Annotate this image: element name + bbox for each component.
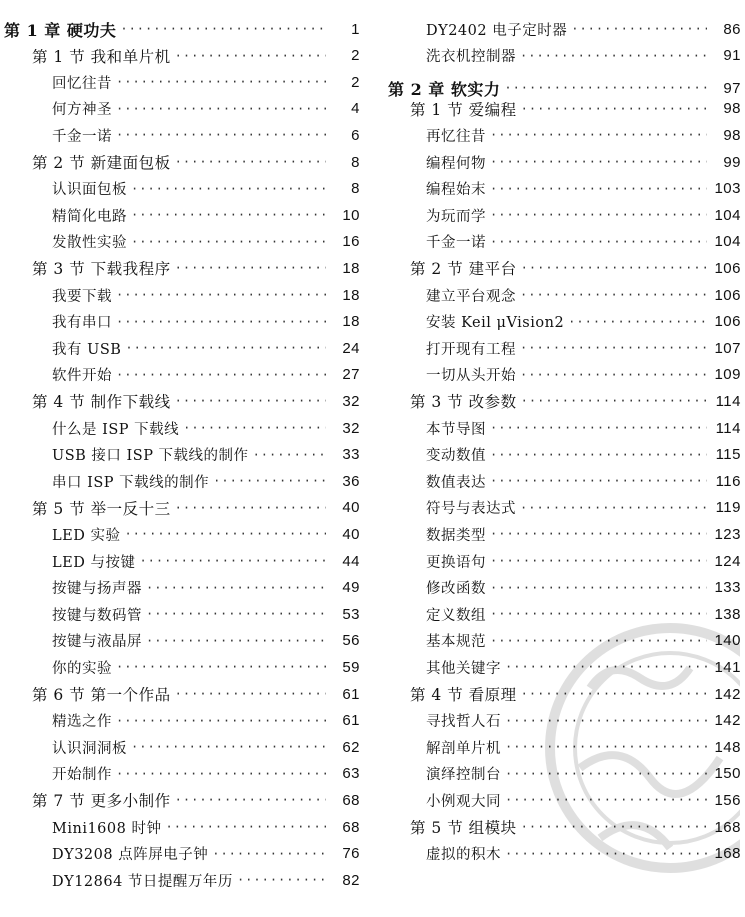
toc-page-number: 56: [342, 632, 360, 650]
toc-entry-title: 其他关键字: [426, 660, 501, 677]
toc-item-row: [52, 601, 360, 627]
toc-entry-title: 虚拟的积木: [426, 847, 501, 864]
dot-leader: [116, 128, 326, 142]
dot-leader: [116, 288, 326, 302]
toc-item-row: [52, 415, 360, 441]
toc-page-number: 18: [342, 313, 360, 331]
toc-page-number: 104: [714, 206, 741, 224]
toc-entry-title: 发散性实验: [52, 235, 127, 252]
toc-section-row: [410, 681, 741, 707]
toc-item-row: [52, 282, 360, 308]
toc-page-number: 61: [342, 685, 360, 703]
toc-entry-title: 精简化电路: [52, 208, 127, 225]
toc-item-row: [426, 442, 741, 468]
dot-leader: [521, 394, 707, 408]
toc-page-number: 44: [342, 552, 360, 570]
toc-entry-title: 我有串口: [52, 315, 112, 332]
toc-page-number: 114: [715, 419, 741, 437]
toc-item-row: [426, 229, 741, 255]
toc-entry-title: 软件开始: [52, 368, 112, 385]
toc-entry-title: 第 4 节 看原理: [410, 686, 517, 704]
toc-item-row: [52, 521, 360, 547]
dot-leader: [175, 394, 326, 408]
toc-page-number: 104: [714, 233, 741, 251]
toc-item-row: [52, 628, 360, 654]
toc-page-number: 1: [351, 20, 360, 38]
toc-item-row: [426, 468, 741, 494]
dot-leader: [505, 793, 707, 807]
dot-leader: [124, 527, 326, 541]
toc-section-row: [32, 681, 360, 707]
dot-leader: [116, 368, 326, 382]
toc-item-row: [426, 734, 741, 760]
toc-page-number: 142: [714, 712, 741, 730]
toc-item-row: [426, 495, 741, 521]
toc-entry-title: 更换语句: [426, 554, 486, 571]
toc-item-row: [426, 122, 741, 148]
toc-page-number: 6: [351, 126, 360, 144]
toc-page-number: 98: [723, 100, 741, 118]
dot-leader: [490, 235, 707, 249]
toc-page-number: 2: [351, 73, 360, 91]
toc-entry-title: 建立平台观念: [426, 288, 516, 305]
toc-entry-title: 安装 Keil μVision2: [426, 315, 565, 332]
toc-page-number: 115: [715, 446, 741, 464]
toc-page-number: 8: [351, 153, 360, 171]
toc-entry-title: 编程始末: [426, 182, 486, 199]
dot-leader: [571, 22, 707, 36]
toc-item-row: [52, 96, 360, 122]
toc-item-row: [426, 628, 741, 654]
toc-entry-title: DY3208 点阵屏电子钟: [52, 847, 209, 864]
dot-leader: [521, 102, 707, 116]
toc-item-row: [426, 43, 741, 69]
toc-item-row: [426, 575, 741, 601]
toc-entry-title: 符号与表达式: [426, 501, 516, 518]
dot-leader: [165, 820, 326, 834]
toc-entry-title: 基本规范: [426, 634, 486, 651]
toc-item-row: [52, 814, 360, 840]
toc-entry-title: LED 与按键: [52, 554, 136, 571]
toc-entry-title: 再忆往昔: [426, 128, 486, 145]
toc-page-number: 2: [351, 47, 360, 65]
toc-item-row: [426, 521, 741, 547]
dot-leader: [131, 740, 326, 754]
dot-leader: [490, 554, 707, 568]
dot-leader: [146, 634, 326, 648]
dot-leader: [505, 767, 707, 781]
toc-section-row: [410, 388, 741, 414]
toc-entry-title: Mini1608 时钟: [52, 820, 162, 837]
toc-page-number: 168: [714, 845, 741, 863]
toc-item-row: [426, 335, 741, 361]
toc-entry-title: 第 3 节 改参数: [410, 393, 517, 412]
toc-page-number: 148: [714, 738, 741, 756]
toc-page-number: 86: [723, 20, 741, 38]
toc-section-row: [32, 495, 360, 521]
toc-page-number: 53: [342, 605, 360, 623]
toc-item-row: [426, 16, 741, 42]
dot-leader: [125, 341, 326, 355]
toc-page-number: 24: [342, 339, 360, 357]
dot-leader: [213, 474, 326, 488]
dot-leader: [505, 714, 707, 728]
toc-entry-title: 第 1 章 硬功夫: [4, 20, 117, 40]
toc-entry-title: 串口 ISP 下载线的制作: [52, 474, 210, 491]
dot-leader: [568, 315, 707, 329]
toc-entry-title: 第 4 节 制作下载线: [32, 393, 171, 412]
dot-leader: [505, 660, 707, 674]
toc-page-number: 97: [723, 79, 741, 97]
toc-page-number: 76: [342, 845, 360, 863]
toc-entry-title: DY12864 节日提醒万年历: [52, 873, 233, 890]
toc-entry-title: 按键与扬声器: [52, 581, 142, 598]
toc-page-number: 150: [714, 765, 741, 783]
dot-leader: [520, 501, 707, 515]
toc-entry-title: 第 2 节 新建面包板: [32, 154, 171, 172]
toc-item-row: [426, 202, 741, 228]
toc-item-row: [426, 362, 741, 388]
toc-entry-title: 我要下载: [52, 288, 112, 305]
dot-leader: [520, 49, 707, 63]
toc-entry-title: 按键与数码管: [52, 607, 142, 624]
dot-leader: [490, 634, 707, 648]
toc-item-row: [52, 708, 360, 734]
toc-page-number: 32: [342, 392, 360, 410]
toc-entry-title: 修改函数: [426, 581, 486, 598]
toc-page-number: 124: [714, 552, 741, 570]
toc-item-row: [52, 841, 360, 867]
toc-page-number: 63: [342, 765, 360, 783]
dot-leader: [490, 208, 707, 222]
toc-page-number: 40: [342, 525, 360, 543]
dot-leader: [175, 49, 326, 63]
dot-leader: [520, 368, 707, 382]
toc-entry-title: 你的实验: [52, 660, 112, 677]
toc-entry-title: 第 1 节 我和单片机: [32, 47, 171, 66]
dot-leader: [146, 581, 326, 595]
dot-leader: [139, 554, 326, 568]
dot-leader: [253, 448, 326, 462]
dot-leader: [116, 767, 326, 781]
toc-entry-title: 打开现有工程: [426, 341, 516, 358]
toc-item-row: [52, 362, 360, 388]
toc-entry-title: 认识洞洞板: [52, 740, 127, 757]
toc-entry-title: 数值表达: [426, 474, 486, 491]
toc-entry-title: 一切从头开始: [426, 368, 516, 385]
toc-item-row: [52, 69, 360, 95]
toc-entry-title: 第 7 节 更多小制作: [32, 792, 171, 811]
dot-leader: [116, 315, 326, 329]
toc-entry-title: 精选之作: [52, 714, 112, 731]
toc-page-number: 106: [714, 259, 741, 277]
toc-entry-title: 定义数组: [426, 607, 486, 624]
toc-item-row: [52, 229, 360, 255]
dot-leader: [490, 474, 707, 488]
toc-item-row: [426, 601, 741, 627]
toc-page-number: 114: [715, 392, 741, 410]
toc-entry-title: 千金一诺: [52, 128, 112, 145]
toc-item-row: [52, 309, 360, 335]
toc-page-number: 16: [342, 233, 360, 251]
dot-leader: [237, 873, 326, 887]
toc-page-number: 168: [714, 818, 741, 836]
toc-page-number: 62: [342, 738, 360, 756]
toc-entry-title: 开始制作: [52, 767, 112, 784]
dot-leader: [504, 81, 707, 95]
dot-leader: [490, 527, 707, 541]
toc-entry-title: 洗衣机控制器: [426, 49, 516, 66]
toc-item-row: [426, 282, 741, 308]
dot-leader: [490, 581, 707, 595]
toc-page-number: 82: [342, 871, 360, 889]
toc-page-number: 49: [342, 579, 360, 597]
toc-entry-title: 第 5 节 组模块: [410, 819, 517, 837]
dot-leader: [116, 714, 326, 728]
toc-entry-title: 第 5 节 举一反十三: [32, 499, 171, 518]
dot-leader: [490, 421, 707, 435]
toc-page-number: 32: [342, 419, 360, 437]
dot-leader: [505, 740, 707, 754]
dot-leader: [490, 155, 707, 169]
toc-page-number: 107: [714, 339, 741, 357]
dot-leader: [490, 128, 707, 142]
toc-entry-title: 千金一诺: [426, 235, 486, 252]
toc-entry-title: LED 实验: [52, 527, 121, 544]
dot-leader: [175, 793, 326, 807]
dot-leader: [175, 501, 326, 515]
toc-item-row: [52, 202, 360, 228]
toc-page-number: 156: [714, 791, 741, 809]
toc-entry-title: 何方神圣: [52, 102, 112, 119]
dot-leader: [520, 341, 707, 355]
toc-page-number: 116: [715, 472, 741, 490]
toc-entry-title: 按键与液晶屏: [52, 634, 142, 651]
toc-page-number: 138: [714, 605, 741, 623]
toc-section-row: [32, 787, 360, 813]
dot-leader: [175, 687, 326, 701]
toc-page-number: 36: [342, 472, 360, 490]
toc-section-row: [32, 43, 360, 69]
dot-leader: [490, 448, 707, 462]
dot-leader: [131, 182, 326, 196]
toc-page-number: 40: [342, 499, 360, 517]
toc-item-row: [426, 415, 741, 441]
toc-entry-title: 第 3 节 下载我程序: [32, 260, 171, 279]
dot-leader: [520, 288, 707, 302]
toc-page-number: 61: [342, 712, 360, 730]
toc-item-row: [52, 734, 360, 760]
toc-item-row: [426, 149, 741, 175]
toc-page-number: 142: [714, 685, 741, 703]
toc-page-number: 133: [714, 579, 741, 597]
dot-leader: [175, 261, 326, 275]
toc-page-number: 106: [714, 286, 741, 304]
toc-entry-title: DY2402 电子定时器: [426, 22, 568, 39]
toc-entry-title: 编程何物: [426, 155, 486, 172]
toc-entry-title: 数据类型: [426, 527, 486, 544]
toc-entry-title: 本节导图: [426, 421, 486, 438]
toc-page-number: 4: [351, 100, 360, 118]
toc-entry-title: 回忆往昔: [52, 75, 112, 92]
toc-section-row: [410, 255, 741, 281]
toc-section-row: [410, 96, 741, 122]
toc-item-row: [52, 575, 360, 601]
toc-section-row: [32, 149, 360, 175]
dot-leader: [116, 102, 326, 116]
toc-page-number: 98: [723, 126, 741, 144]
toc-page-number: 140: [714, 632, 741, 650]
toc-page-number: 59: [342, 658, 360, 676]
toc-item-row: [52, 548, 360, 574]
dot-leader: [175, 155, 326, 169]
dot-leader: [521, 261, 707, 275]
toc-entry-title: 第 2 章 软实力: [388, 79, 501, 99]
toc-item-row: [426, 309, 741, 335]
toc-page-number: 141: [714, 658, 741, 676]
toc-section-row: [410, 814, 741, 840]
dot-leader: [490, 182, 707, 196]
toc-item-row: [426, 654, 741, 680]
dot-leader: [521, 687, 707, 701]
toc-entry-title: 什么是 ISP 下载线: [52, 421, 180, 438]
toc-section-row: [32, 388, 360, 414]
toc-item-row: [52, 335, 360, 361]
toc-entry-title: USB 接口 ISP 下载线的制作: [52, 448, 249, 465]
toc-page-number: 33: [342, 446, 360, 464]
toc-item-row: [426, 708, 741, 734]
dot-leader: [120, 22, 326, 36]
dot-leader: [116, 75, 326, 89]
toc-page-number: 18: [342, 259, 360, 277]
toc-page-number: 106: [714, 313, 741, 331]
toc-item-row: [52, 122, 360, 148]
toc-item-row: [52, 761, 360, 787]
dot-leader: [146, 607, 326, 621]
toc-page-number: 91: [723, 47, 741, 65]
dot-leader: [183, 421, 326, 435]
toc-item-row: [426, 841, 741, 867]
toc-entry-title: 变动数值: [426, 448, 486, 465]
toc-entry-title: 第 6 节 第一个作品: [32, 686, 171, 704]
toc-entry-title: 第 1 节 爱编程: [410, 100, 517, 119]
toc-page-number: 8: [351, 180, 360, 198]
toc-page-number: 123: [714, 525, 741, 543]
toc-item-row: [52, 176, 360, 202]
toc-page-number: 68: [342, 818, 360, 836]
toc-entry-title: 演绎控制台: [426, 767, 501, 784]
dot-leader: [212, 847, 326, 861]
dot-leader: [116, 660, 326, 674]
toc-entry-title: 我有 USB: [52, 341, 122, 358]
toc-item-row: [52, 442, 360, 468]
toc-item-row: [52, 867, 360, 893]
toc-entry-title: 小例观大同: [426, 793, 501, 810]
toc-item-row: [426, 761, 741, 787]
dot-leader: [505, 847, 707, 861]
toc-entry-title: 认识面包板: [52, 182, 127, 199]
toc-item-row: [426, 787, 741, 813]
dot-leader: [521, 820, 707, 834]
toc-entry-title: 寻找哲人石: [426, 714, 501, 731]
toc-entry-title: 第 2 节 建平台: [410, 260, 517, 279]
dot-leader: [490, 607, 707, 621]
dot-leader: [131, 235, 326, 249]
toc-chapter-row: [4, 16, 360, 42]
toc-entry-title: 解剖单片机: [426, 740, 501, 757]
toc-page-number: 119: [715, 499, 741, 517]
toc-item-row: [426, 176, 741, 202]
toc-page-number: 10: [342, 206, 360, 224]
toc-page-number: 18: [342, 286, 360, 304]
dot-leader: [131, 208, 326, 222]
toc-item-row: [52, 468, 360, 494]
toc-page-number: 27: [342, 366, 360, 384]
toc-section-row: [32, 255, 360, 281]
toc-page-number: 103: [714, 180, 741, 198]
toc-page-number: 99: [723, 153, 741, 171]
toc-page-number: 109: [714, 366, 741, 384]
toc-page-number: 68: [342, 791, 360, 809]
toc-item-row: [52, 654, 360, 680]
toc-item-row: [426, 548, 741, 574]
toc-entry-title: 为玩而学: [426, 208, 486, 225]
